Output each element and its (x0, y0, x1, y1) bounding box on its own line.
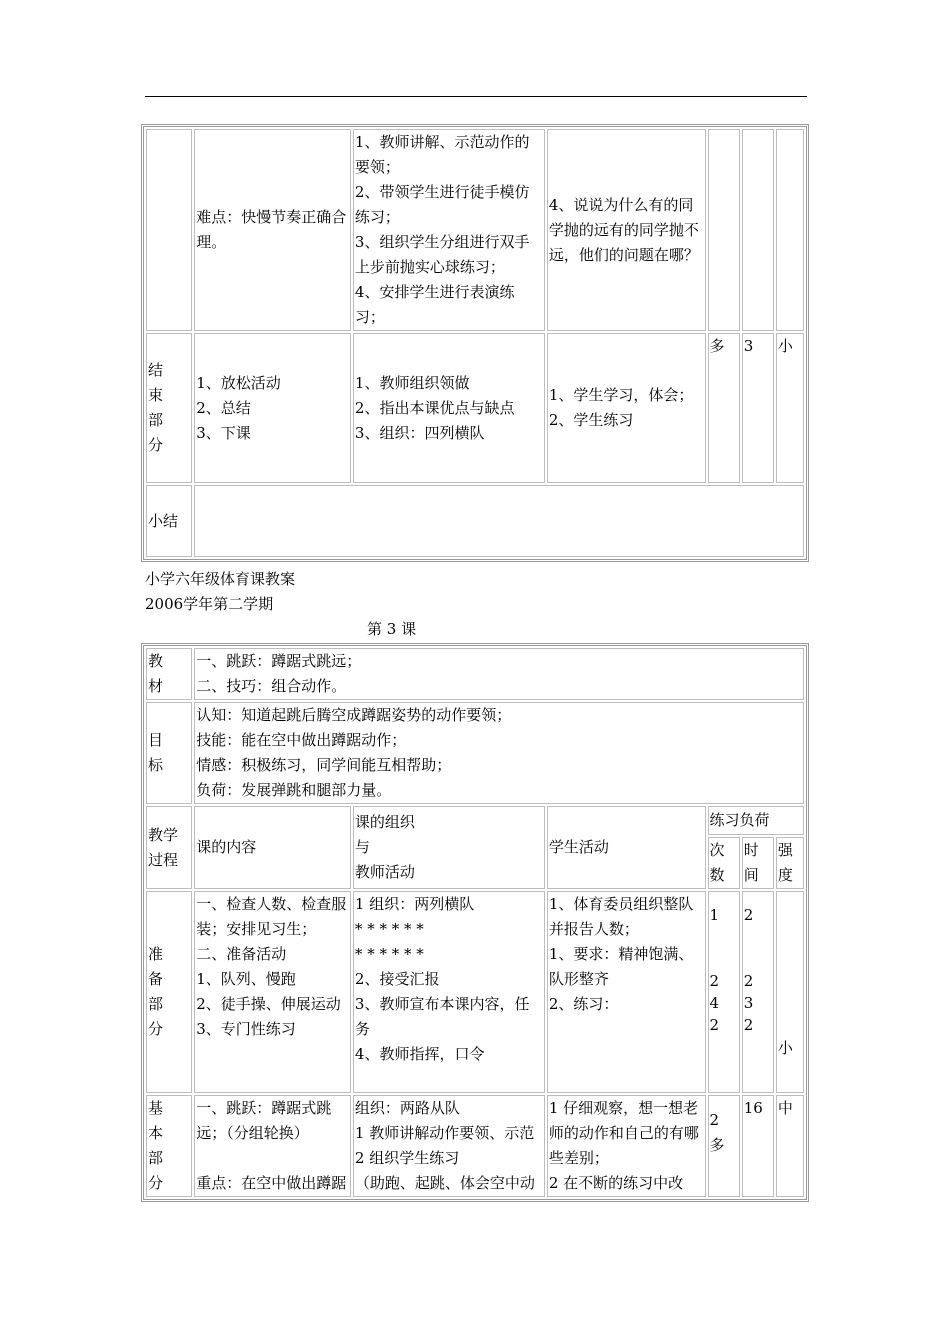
intensity-cell: 小 (776, 891, 804, 1093)
intensity-cell: 小 (776, 333, 804, 483)
material-row (146, 648, 804, 700)
count-header: 次数 (708, 837, 740, 889)
count-cell: 1 2 4 2 (708, 891, 740, 1093)
goal-cell: 认知：知道起跳后腾空成蹲踞姿势的动作要领； 技能：能在空中做出蹲踞动作； 情感：积极练习，同学间能互相帮助； 负荷：发展弹跳和腿部力量。 (194, 702, 804, 804)
basic-row (146, 1095, 804, 1197)
content-cell: 1、放松活动 2、总结 3、下课 (194, 333, 351, 483)
table-row (146, 129, 804, 331)
time-cell (742, 129, 774, 331)
header-row (146, 806, 804, 835)
document-title: 小学六年级体育课教案 (145, 570, 296, 588)
lesson-table (141, 643, 809, 1202)
time-cell: 3 (742, 333, 774, 483)
teacher-cell: 1 组织：两列横队 * * * * * * * * * * * * 2、接受汇报 3、教师宣布本课内容，任务 4、教师指挥，口令 (353, 891, 545, 1093)
teacher-cell: 组织：两路从队 1 教师讲解动作要领、示范 2 组织学生练习 （助跑、起跳、体会空中动 (353, 1095, 545, 1197)
time-cell: 2 2 3 2 (742, 891, 774, 1093)
organization-header: 课的组织 与 教师活动 (353, 806, 545, 889)
intensity-cell: 中 (776, 1095, 804, 1197)
prep-row (146, 891, 804, 1093)
content-header: 课的内容 (194, 806, 351, 889)
count-cell (708, 129, 740, 331)
goal-row (146, 702, 804, 804)
lesson-table-continued (141, 124, 809, 562)
header-rule (145, 96, 807, 97)
section-cell: 结束部分 (146, 333, 192, 483)
table-row (146, 333, 804, 483)
student-cell: 1 仔细观察，想一想老师的动作和自己的有哪些差别； 2 在不断的练习中改 (547, 1095, 706, 1197)
intensity-cell (776, 129, 804, 331)
section-cell: 准备部分 (146, 891, 192, 1093)
content-cell: 一、检查人数、检查服装；安排见习生； 二、准备活动 1、队列、慢跑 2、徒手操、伸展运动 3、专门性练习 (194, 891, 351, 1093)
time-header: 时间 (742, 837, 774, 889)
material-label: 教材 (146, 648, 192, 700)
student-cell: 1、体育委员组织整队并报告人数； 1、要求：精神饱满、队形整齐 2、练习： (547, 891, 706, 1093)
time-cell: 16 (742, 1095, 774, 1197)
student-header: 学生活动 (547, 806, 706, 889)
count-cell: 2 多 (708, 1095, 740, 1197)
intensity-header: 强度 (776, 837, 804, 889)
goal-label: 目标 (146, 702, 192, 804)
process-header: 教学过程 (146, 806, 192, 889)
material-cell: 一、跳跃：蹲踞式跳远； 二、技巧：组合动作。 (194, 648, 804, 700)
section-cell: 基本部分 (146, 1095, 192, 1197)
student-cell: 1、学生学习，体会； 2、学生练习 (547, 333, 706, 483)
summary-cell (194, 485, 804, 557)
teacher-cell: 1、教师讲解、示范动作的要领； 2、带领学生进行徒手模仿练习； 3、组织学生分组进行双手上步前抛实心球练习； 4、安排学生进行表演练习； (353, 129, 545, 331)
lesson-number: 第 3 课 (367, 620, 417, 638)
table-row (146, 485, 804, 557)
student-cell: 4、说说为什么有的同学抛的远有的同学抛不远，他们的问题在哪？ (547, 129, 706, 331)
teacher-cell: 1、教师组织领做 2、指出本课优点与缺点 3、组织：四列横队 (353, 333, 545, 483)
term-label: 2006学年第二学期 (145, 595, 274, 613)
summary-label: 小结 (146, 485, 192, 557)
section-cell (146, 129, 192, 331)
content-cell: 一、跳跃：蹲踞式跳远；（分组轮换） 重点：在空中做出蹲踞 (194, 1095, 351, 1197)
count-cell: 多 (708, 333, 740, 483)
load-header: 练习负荷 (708, 806, 804, 835)
content-cell: 难点：快慢节奏正确合理。 (194, 129, 351, 331)
